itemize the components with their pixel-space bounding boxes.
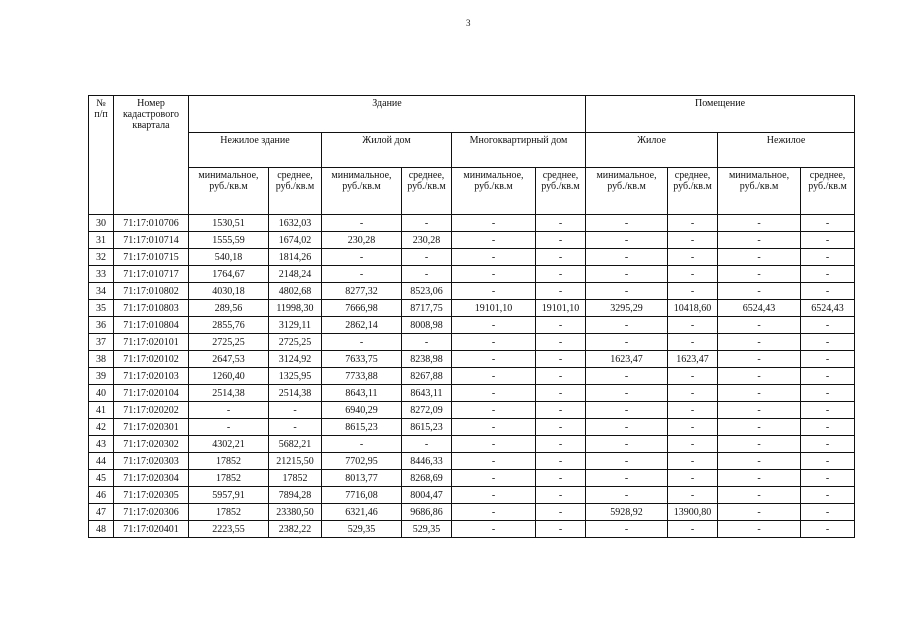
value-cell: 1674,02 xyxy=(269,232,322,249)
header-avg: среднее, руб./кв.м xyxy=(269,168,322,215)
value-cell: 8277,32 xyxy=(322,283,402,300)
value-cell: - xyxy=(801,249,855,266)
value-cell: - xyxy=(452,436,536,453)
header-min: минимальное, руб./кв.м xyxy=(586,168,668,215)
value-cell: 17852 xyxy=(269,470,322,487)
header-nonresidential-premises: Нежилое xyxy=(718,133,855,168)
value-cell: - xyxy=(718,436,801,453)
value-cell: 8238,98 xyxy=(402,351,452,368)
value-cell: 3129,11 xyxy=(269,317,322,334)
value-cell: - xyxy=(586,419,668,436)
value-cell: 5928,92 xyxy=(586,504,668,521)
value-cell: 8615,23 xyxy=(322,419,402,436)
header-avg: среднее, руб./кв.м xyxy=(668,168,718,215)
value-cell: - xyxy=(801,368,855,385)
value-cell: - xyxy=(668,232,718,249)
value-cell: - xyxy=(452,317,536,334)
header-avg: среднее, руб./кв.м xyxy=(536,168,586,215)
value-cell: 8717,75 xyxy=(402,300,452,317)
value-cell: - xyxy=(586,385,668,402)
value-cell: - xyxy=(452,385,536,402)
value-cell: 5682,21 xyxy=(269,436,322,453)
value-cell: - xyxy=(668,470,718,487)
value-cell: - xyxy=(718,283,801,300)
value-cell: 11998,30 xyxy=(269,300,322,317)
row-number-cell: 48 xyxy=(89,521,114,538)
value-cell: - xyxy=(801,402,855,419)
value-cell: 6524,43 xyxy=(801,300,855,317)
value-cell: - xyxy=(322,436,402,453)
value-cell: - xyxy=(536,470,586,487)
row-number-cell: 38 xyxy=(89,351,114,368)
value-cell: 2382,22 xyxy=(269,521,322,538)
table-row xyxy=(89,470,855,487)
row-number-cell: 39 xyxy=(89,368,114,385)
value-cell: - xyxy=(536,521,586,538)
value-cell: - xyxy=(586,521,668,538)
value-cell: - xyxy=(801,504,855,521)
value-cell: - xyxy=(536,317,586,334)
value-cell: - xyxy=(718,504,801,521)
value-cell: 2223,55 xyxy=(189,521,269,538)
value-cell: 2647,53 xyxy=(189,351,269,368)
row-number-cell: 34 xyxy=(89,283,114,300)
value-cell: - xyxy=(718,232,801,249)
value-cell: 2725,25 xyxy=(189,334,269,351)
value-cell: 2514,38 xyxy=(189,385,269,402)
value-cell: 1325,95 xyxy=(269,368,322,385)
header-avg: среднее, руб./кв.м xyxy=(402,168,452,215)
table-row xyxy=(89,351,855,368)
cadastral-quarter-cell: 71:17:010717 xyxy=(114,266,189,283)
value-cell: - xyxy=(189,419,269,436)
value-cell: - xyxy=(586,436,668,453)
value-cell: - xyxy=(402,436,452,453)
value-cell: 5957,91 xyxy=(189,487,269,504)
value-cell: 7633,75 xyxy=(322,351,402,368)
value-cell: 2855,76 xyxy=(189,317,269,334)
value-cell: - xyxy=(801,453,855,470)
cadastral-quarter-cell: 71:17:020302 xyxy=(114,436,189,453)
value-cell: 4302,21 xyxy=(189,436,269,453)
value-cell: - xyxy=(586,249,668,266)
cadastral-quarter-cell: 71:17:020103 xyxy=(114,368,189,385)
header-cadastral-quarter: Номер кадастрового квартала xyxy=(114,96,189,215)
table-body xyxy=(89,215,855,538)
value-cell: 529,35 xyxy=(402,521,452,538)
value-cell: 7894,28 xyxy=(269,487,322,504)
table-row xyxy=(89,249,855,266)
value-cell: - xyxy=(718,487,801,504)
value-cell: 2514,38 xyxy=(269,385,322,402)
value-cell: 17852 xyxy=(189,504,269,521)
cadastral-quarter-cell: 71:17:020104 xyxy=(114,385,189,402)
page-number: 3 xyxy=(466,18,471,28)
value-cell: - xyxy=(452,351,536,368)
value-cell: - xyxy=(536,402,586,419)
value-cell: - xyxy=(452,334,536,351)
value-cell: - xyxy=(668,283,718,300)
value-cell: 8615,23 xyxy=(402,419,452,436)
value-cell: - xyxy=(452,521,536,538)
value-cell: 17852 xyxy=(189,453,269,470)
value-cell: - xyxy=(668,368,718,385)
value-cell: - xyxy=(402,334,452,351)
value-cell: - xyxy=(718,470,801,487)
value-cell: - xyxy=(586,402,668,419)
value-cell: - xyxy=(718,402,801,419)
value-cell: - xyxy=(718,215,801,232)
value-cell: 6524,43 xyxy=(718,300,801,317)
value-cell: - xyxy=(668,385,718,402)
row-number-cell: 33 xyxy=(89,266,114,283)
value-cell: 7716,08 xyxy=(322,487,402,504)
header-avg: среднее, руб./кв.м xyxy=(801,168,855,215)
value-cell: - xyxy=(668,487,718,504)
value-cell: 1623,47 xyxy=(668,351,718,368)
cadastral-quarter-cell: 71:17:020301 xyxy=(114,419,189,436)
value-cell: - xyxy=(668,436,718,453)
value-cell: - xyxy=(586,487,668,504)
table-row xyxy=(89,419,855,436)
value-cell: - xyxy=(536,385,586,402)
value-cell: - xyxy=(536,334,586,351)
value-cell: - xyxy=(586,453,668,470)
table-row xyxy=(89,487,855,504)
table-row xyxy=(89,283,855,300)
value-cell: - xyxy=(452,487,536,504)
value-cell: - xyxy=(801,436,855,453)
table-row xyxy=(89,334,855,351)
header-residential-premises: Жилое xyxy=(586,133,718,168)
value-cell: - xyxy=(718,368,801,385)
row-number-cell: 30 xyxy=(89,215,114,232)
value-cell: 8004,47 xyxy=(402,487,452,504)
cadastral-quarter-cell: 71:17:020305 xyxy=(114,487,189,504)
value-cell: - xyxy=(801,232,855,249)
value-cell: - xyxy=(718,521,801,538)
value-cell: - xyxy=(402,249,452,266)
value-cell: 4030,18 xyxy=(189,283,269,300)
header-min: минимальное, руб./кв.м xyxy=(452,168,536,215)
value-cell: - xyxy=(718,351,801,368)
value-cell: - xyxy=(801,419,855,436)
table-row xyxy=(89,266,855,283)
cadastral-quarter-cell: 71:17:010715 xyxy=(114,249,189,266)
value-cell: 8008,98 xyxy=(402,317,452,334)
value-cell: - xyxy=(801,385,855,402)
value-cell: - xyxy=(322,266,402,283)
value-cell: - xyxy=(801,487,855,504)
table-row xyxy=(89,504,855,521)
row-number-cell: 37 xyxy=(89,334,114,351)
value-cell: 8013,77 xyxy=(322,470,402,487)
row-number-cell: 41 xyxy=(89,402,114,419)
value-cell: - xyxy=(801,215,855,232)
value-cell: 8643,11 xyxy=(322,385,402,402)
cadastral-quarter-cell: 71:17:020102 xyxy=(114,351,189,368)
value-cell: 1814,26 xyxy=(269,249,322,266)
value-cell: - xyxy=(586,368,668,385)
value-cell: 8272,09 xyxy=(402,402,452,419)
value-cell: 19101,10 xyxy=(452,300,536,317)
value-cell: - xyxy=(801,266,855,283)
cadastral-quarter-cell: 71:17:020202 xyxy=(114,402,189,419)
table-row xyxy=(89,317,855,334)
value-cell: - xyxy=(536,283,586,300)
value-cell: - xyxy=(269,419,322,436)
value-cell: 2862,14 xyxy=(322,317,402,334)
header-apartment-house: Многоквартирный дом xyxy=(452,133,586,168)
value-cell: 1632,03 xyxy=(269,215,322,232)
value-cell: - xyxy=(586,266,668,283)
value-cell: - xyxy=(668,419,718,436)
value-cell: - xyxy=(718,385,801,402)
value-cell: 2725,25 xyxy=(269,334,322,351)
table-row xyxy=(89,453,855,470)
value-cell: 230,28 xyxy=(402,232,452,249)
value-cell: - xyxy=(536,436,586,453)
header-residential-house: Жилой дом xyxy=(322,133,452,168)
value-cell: 1260,40 xyxy=(189,368,269,385)
value-cell: 3124,92 xyxy=(269,351,322,368)
value-cell: 8523,06 xyxy=(402,283,452,300)
value-cell: - xyxy=(452,504,536,521)
value-cell: - xyxy=(668,453,718,470)
value-cell: 1764,67 xyxy=(189,266,269,283)
value-cell: - xyxy=(452,283,536,300)
value-cell: - xyxy=(536,504,586,521)
table-row xyxy=(89,368,855,385)
value-cell: - xyxy=(586,283,668,300)
value-cell: - xyxy=(586,334,668,351)
value-cell: - xyxy=(322,215,402,232)
value-cell: 10418,60 xyxy=(668,300,718,317)
value-cell: - xyxy=(536,487,586,504)
value-cell: - xyxy=(322,334,402,351)
header-min: минимальное, руб./кв.м xyxy=(189,168,269,215)
value-cell: 8643,11 xyxy=(402,385,452,402)
table-row xyxy=(89,385,855,402)
value-cell: - xyxy=(718,334,801,351)
value-cell: - xyxy=(536,215,586,232)
value-cell: 21215,50 xyxy=(269,453,322,470)
value-cell: 23380,50 xyxy=(269,504,322,521)
value-cell: 19101,10 xyxy=(536,300,586,317)
value-cell: - xyxy=(718,453,801,470)
table-row xyxy=(89,300,855,317)
value-cell: - xyxy=(536,351,586,368)
value-cell: - xyxy=(668,215,718,232)
cadastral-quarter-cell: 71:17:020306 xyxy=(114,504,189,521)
row-number-cell: 35 xyxy=(89,300,114,317)
table-row xyxy=(89,215,855,232)
value-cell: - xyxy=(452,249,536,266)
value-cell: 8267,88 xyxy=(402,368,452,385)
value-cell: - xyxy=(452,368,536,385)
value-cell: 1555,59 xyxy=(189,232,269,249)
row-number-cell: 31 xyxy=(89,232,114,249)
row-number-cell: 43 xyxy=(89,436,114,453)
value-cell: - xyxy=(668,317,718,334)
value-cell: 529,35 xyxy=(322,521,402,538)
value-cell: - xyxy=(586,215,668,232)
value-cell: - xyxy=(668,521,718,538)
value-cell: - xyxy=(402,266,452,283)
value-cell: - xyxy=(801,470,855,487)
value-cell: - xyxy=(536,266,586,283)
row-number-cell: 42 xyxy=(89,419,114,436)
cadastral-quarter-cell: 71:17:020101 xyxy=(114,334,189,351)
value-cell: - xyxy=(536,232,586,249)
value-cell: - xyxy=(189,402,269,419)
value-cell: - xyxy=(269,402,322,419)
value-cell: 1530,51 xyxy=(189,215,269,232)
cadastral-quarter-cell: 71:17:010706 xyxy=(114,215,189,232)
cadastral-quarter-cell: 71:17:020303 xyxy=(114,453,189,470)
value-cell: - xyxy=(452,232,536,249)
value-cell: - xyxy=(586,317,668,334)
table-row xyxy=(89,436,855,453)
header-nonresidential-building: Нежилое здание xyxy=(189,133,322,168)
value-cell: - xyxy=(452,419,536,436)
value-cell: - xyxy=(536,419,586,436)
row-number-cell: 47 xyxy=(89,504,114,521)
cadastral-quarter-cell: 71:17:020304 xyxy=(114,470,189,487)
value-cell: 17852 xyxy=(189,470,269,487)
value-cell: - xyxy=(668,266,718,283)
value-cell: - xyxy=(536,249,586,266)
row-number-cell: 46 xyxy=(89,487,114,504)
value-cell: 13900,80 xyxy=(668,504,718,521)
value-cell: - xyxy=(718,266,801,283)
value-cell: 7702,95 xyxy=(322,453,402,470)
header-building: Здание xyxy=(189,96,586,133)
value-cell: - xyxy=(668,334,718,351)
value-cell: - xyxy=(718,249,801,266)
value-cell: - xyxy=(718,419,801,436)
value-cell: 7666,98 xyxy=(322,300,402,317)
value-cell: - xyxy=(586,470,668,487)
value-cell: - xyxy=(402,215,452,232)
cadastral-value-table xyxy=(88,95,855,538)
value-cell: - xyxy=(536,453,586,470)
value-cell: 1623,47 xyxy=(586,351,668,368)
cadastral-quarter-cell: 71:17:010802 xyxy=(114,283,189,300)
value-cell: 2148,24 xyxy=(269,266,322,283)
value-cell: - xyxy=(586,232,668,249)
row-number-cell: 36 xyxy=(89,317,114,334)
value-cell: - xyxy=(668,249,718,266)
header-row-number: № п/п xyxy=(89,96,114,215)
header-min: минимальное, руб./кв.м xyxy=(718,168,801,215)
row-number-cell: 44 xyxy=(89,453,114,470)
value-cell: 3295,29 xyxy=(586,300,668,317)
value-cell: - xyxy=(668,402,718,419)
value-cell: 4802,68 xyxy=(269,283,322,300)
value-cell: - xyxy=(801,351,855,368)
cadastral-quarter-cell: 71:17:010714 xyxy=(114,232,189,249)
table-row xyxy=(89,402,855,419)
row-number-cell: 40 xyxy=(89,385,114,402)
value-cell: - xyxy=(452,266,536,283)
table-row xyxy=(89,232,855,249)
value-cell: 9686,86 xyxy=(402,504,452,521)
value-cell: - xyxy=(801,317,855,334)
value-cell: - xyxy=(452,215,536,232)
value-cell: 8268,69 xyxy=(402,470,452,487)
value-cell: - xyxy=(801,334,855,351)
value-cell: - xyxy=(452,402,536,419)
value-cell: 6940,29 xyxy=(322,402,402,419)
cadastral-quarter-cell: 71:17:010804 xyxy=(114,317,189,334)
row-number-cell: 45 xyxy=(89,470,114,487)
value-cell: - xyxy=(536,368,586,385)
header-min: минимальное, руб./кв.м xyxy=(322,168,402,215)
value-cell: - xyxy=(322,249,402,266)
value-cell: - xyxy=(801,283,855,300)
value-cell: - xyxy=(452,453,536,470)
row-number-cell: 32 xyxy=(89,249,114,266)
value-cell: 8446,33 xyxy=(402,453,452,470)
value-cell: - xyxy=(801,521,855,538)
value-cell: 540,18 xyxy=(189,249,269,266)
cadastral-quarter-cell: 71:17:020401 xyxy=(114,521,189,538)
value-cell: - xyxy=(452,470,536,487)
value-cell: - xyxy=(718,317,801,334)
cadastral-quarter-cell: 71:17:010803 xyxy=(114,300,189,317)
value-cell: 230,28 xyxy=(322,232,402,249)
value-cell: 289,56 xyxy=(189,300,269,317)
value-cell: 6321,46 xyxy=(322,504,402,521)
header-premises: Помещение xyxy=(586,96,855,133)
table-row xyxy=(89,521,855,538)
value-cell: 7733,88 xyxy=(322,368,402,385)
